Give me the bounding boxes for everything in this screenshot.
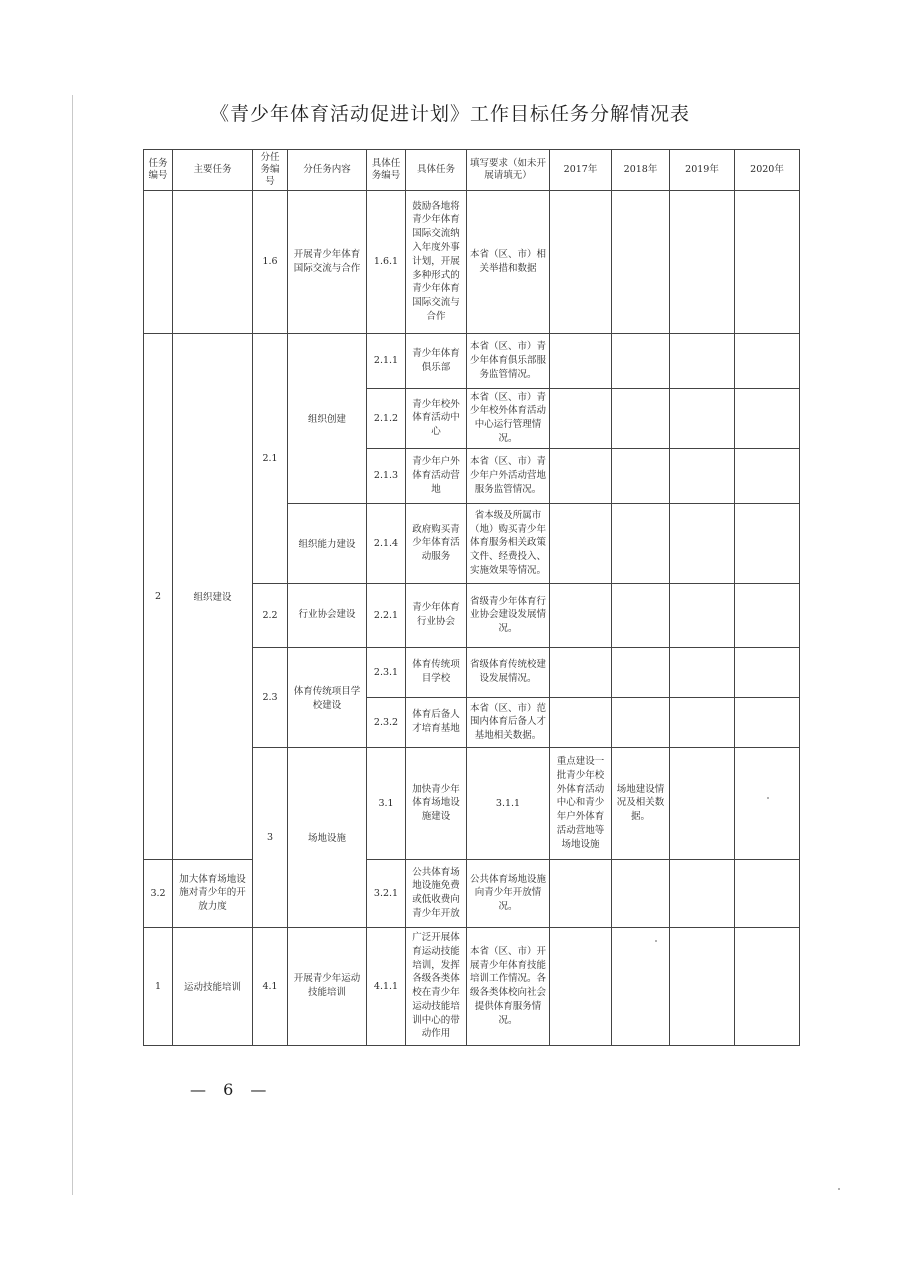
- requirement-cell: 本省（区、市）青少年户外活动营地服务监管情况。: [467, 448, 550, 503]
- scan-speck: [767, 797, 769, 799]
- year-cell: [612, 859, 670, 927]
- year-cell: [550, 647, 612, 697]
- spec-no-cell: 2.1.1: [367, 333, 406, 388]
- main-task-cell: 场地设施: [288, 747, 367, 927]
- task-no-cell: [144, 190, 173, 333]
- main-task-cell: [173, 190, 253, 333]
- year-cell: [670, 388, 735, 448]
- header-requirement: 填写要求（如未开展请填无）: [467, 150, 550, 191]
- year-cell: [550, 503, 612, 583]
- spec-no-cell: 3.1.1: [467, 747, 550, 859]
- requirement-cell: 场地建设情况及相关数据。: [612, 747, 670, 859]
- year-cell: [550, 448, 612, 503]
- spec-no-cell: 2.3.1: [367, 647, 406, 697]
- task-table: [143, 149, 800, 1046]
- sub-content-cell: 组织创建: [288, 333, 367, 503]
- table-row: [144, 927, 800, 1045]
- spec-task-cell: 青少年校外体育活动中心: [406, 388, 467, 448]
- header-main-task: 主要任务: [173, 150, 253, 191]
- spec-task-cell: 体育后备人才培育基地: [406, 697, 467, 747]
- sub-no-cell: 3.2: [144, 859, 173, 927]
- sub-content-cell: 加快青少年体育场地设施建设: [406, 747, 467, 859]
- table-row: [144, 190, 800, 333]
- year-cell: [612, 190, 670, 333]
- header-sub-no: 分任务编号: [253, 150, 288, 191]
- scan-speck: [838, 1188, 840, 1190]
- spec-task-cell: 重点建设一批青少年校外体育活动中心和青少年户外体育活动营地等场地设施: [550, 747, 612, 859]
- spec-no-cell: 2.2.1: [367, 583, 406, 647]
- header-2019: 2019年: [670, 150, 735, 191]
- year-cell: [670, 503, 735, 583]
- sub-no-cell: 2.2: [253, 583, 288, 647]
- sub-content-cell: 组织能力建设: [288, 503, 367, 583]
- sub-content-cell: 加大体育场地设施对青少年的开放力度: [173, 859, 253, 927]
- year-cell: [735, 859, 800, 927]
- year-cell: [550, 859, 612, 927]
- year-cell: [550, 697, 612, 747]
- header-task-no: 任务编号: [144, 150, 173, 191]
- header-2017: 2017年: [550, 150, 612, 191]
- year-cell: [670, 333, 735, 388]
- year-cell: [670, 859, 735, 927]
- year-cell: [612, 388, 670, 448]
- table-row: [144, 333, 800, 388]
- year-cell: [612, 333, 670, 388]
- sub-content-cell: 体育传统项目学校建设: [288, 647, 367, 747]
- year-cell: [735, 747, 800, 859]
- year-cell: [612, 927, 670, 1045]
- year-cell: [550, 388, 612, 448]
- header-spec-no: 具体任务编号: [367, 150, 406, 191]
- main-task-cell: 组织建设: [173, 333, 253, 859]
- spec-task-cell: 广泛开展体育运动技能培训，发挥各级各类体校在青少年运动技能培训中心的带动作用: [406, 927, 467, 1045]
- page-edge-line: [72, 95, 73, 1195]
- spec-task-cell: 公共体育场地设施免费或低收费向青少年开放: [406, 859, 467, 927]
- spec-task-cell: 青少年体育行业协会: [406, 583, 467, 647]
- spec-task-cell: 体育传统项目学校: [406, 647, 467, 697]
- spec-task-cell: 政府购买青少年体育活动服务: [406, 503, 467, 583]
- year-cell: [735, 190, 800, 333]
- header-2020: 2020年: [735, 150, 800, 191]
- year-cell: [670, 448, 735, 503]
- requirement-cell: 本省（区、市）开展青少年体育技能培训工作情况。各级各类体校向社会提供体育服务情况。: [467, 927, 550, 1045]
- year-cell: [735, 583, 800, 647]
- year-cell: [612, 448, 670, 503]
- spec-no-cell: 2.1.2: [367, 388, 406, 448]
- spec-no-cell: 2.1.3: [367, 448, 406, 503]
- header-spec-task: 具体任务: [406, 150, 467, 191]
- year-cell: [612, 647, 670, 697]
- sub-no-cell: 2.3: [253, 647, 288, 747]
- spec-task-cell: 青少年户外体育活动营地: [406, 448, 467, 503]
- header-row: [144, 150, 800, 191]
- header-2018: 2018年: [612, 150, 670, 191]
- year-cell: [550, 583, 612, 647]
- year-cell: [670, 583, 735, 647]
- sub-no-cell: 4.1: [253, 927, 288, 1045]
- year-cell: [612, 503, 670, 583]
- spec-no-cell: 2.3.2: [367, 697, 406, 747]
- page-number: — 6 —: [190, 1080, 273, 1099]
- year-cell: [735, 647, 800, 697]
- year-cell: [670, 747, 735, 859]
- year-cell: [550, 190, 612, 333]
- year-cell: [550, 333, 612, 388]
- year-cell: [670, 647, 735, 697]
- spec-task-cell: 青少年体育俱乐部: [406, 333, 467, 388]
- requirement-cell: 省级体育传统校建设发展情况。: [467, 647, 550, 697]
- sub-no-cell: 3.1: [367, 747, 406, 859]
- year-cell: [612, 697, 670, 747]
- header-sub-content: 分任务内容: [288, 150, 367, 191]
- requirement-cell: 本省（区、市）青少年体育俱乐部服务监管情况。: [467, 333, 550, 388]
- spec-no-cell: 2.1.4: [367, 503, 406, 583]
- year-cell: [612, 583, 670, 647]
- spec-no-cell: 3.2.1: [367, 859, 406, 927]
- sub-content-cell: 开展青少年运动技能培训: [288, 927, 367, 1045]
- year-cell: [550, 927, 612, 1045]
- task-no-cell: 2: [144, 333, 173, 859]
- year-cell: [735, 333, 800, 388]
- requirement-cell: 本省（区、市）相关举措和数据: [467, 190, 550, 333]
- year-cell: [735, 927, 800, 1045]
- document-title: 《青少年体育活动促进计划》工作目标任务分解情况表: [209, 103, 690, 125]
- requirement-cell: 本省（区、市）范围内体育后备人才基地相关数据。: [467, 697, 550, 747]
- table-row: [144, 859, 800, 927]
- main-task-cell: 运动技能培训: [173, 927, 253, 1045]
- sub-no-cell: 1.6: [253, 190, 288, 333]
- requirement-cell: 本省（区、市）青少年校外体育活动中心运行管理情况。: [467, 388, 550, 448]
- scan-speck: [655, 940, 657, 942]
- year-cell: [670, 190, 735, 333]
- year-cell: [735, 697, 800, 747]
- task-no-cell: 3: [253, 747, 288, 927]
- sub-content-cell: 开展青少年体育国际交流与合作: [288, 190, 367, 333]
- spec-no-cell: 4.1.1: [367, 927, 406, 1045]
- year-cell: [735, 503, 800, 583]
- sub-content-cell: 行业协会建设: [288, 583, 367, 647]
- requirement-cell: 省级青少年体育行业协会建设发展情况。: [467, 583, 550, 647]
- requirement-cell: 公共体育场地设施向青少年开放情况。: [467, 859, 550, 927]
- sub-no-cell: 2.1: [253, 333, 288, 583]
- year-cell: [670, 927, 735, 1045]
- year-cell: [735, 448, 800, 503]
- spec-task-cell: 鼓励各地将青少年体育国际交流纳入年度外事计划，开展多种形式的青少年体育国际交流与合作: [406, 190, 467, 333]
- year-cell: [670, 697, 735, 747]
- requirement-cell: 省本级及所属市（地）购买青少年体育服务相关政策文件、经费投入、实施效果等情况。: [467, 503, 550, 583]
- year-cell: [735, 388, 800, 448]
- task-no-cell: 1: [144, 927, 173, 1045]
- spec-no-cell: 1.6.1: [367, 190, 406, 333]
